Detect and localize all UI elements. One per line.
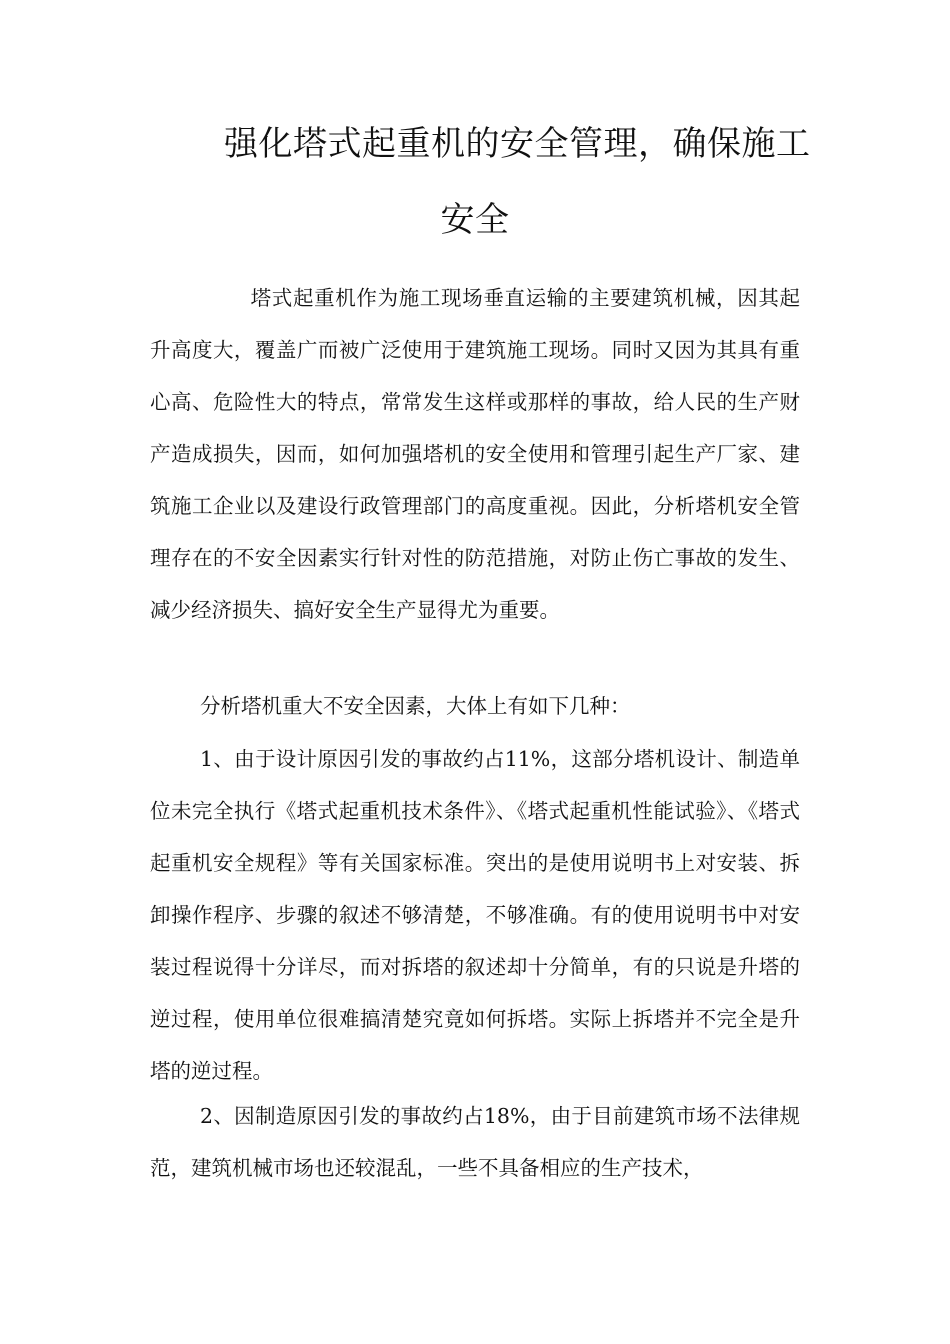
document-title-line-2: 安全 [440,200,510,240]
paragraph-manufacturing-causes: 2、因制造原因引发的事故约占18%，由于目前建筑市场不法律规范，建筑机械市场也还较混乱，一些不具备相应的生产技术， [150,1104,800,1180]
paragraph-intro [150,272,800,636]
document-title-line-1: 强化塔式起重机的安全管理，确保施工 [224,124,811,164]
paragraph-intro-text: 塔式起重机作为施工现场垂直运输的主要建筑机械，因其起升高度大，覆盖广而被广泛使用于建筑施工现场。同时又因为其具有重心高、危险性大的特点，常常发生这样或那样的事故，给人民的生产财产造成损失，因而，如何加强塔机的安全使用和管理引起生产厂家、建筑施工企业以及建设行政管理部门的高度重视。因此，分析塔机安全管理存在的不安全因素实行针对性的防范措施，对防止伤亡事故的发生、减少经济损失、搞好安全生产显得尤为重要。 [150,286,800,622]
paragraph-design-causes: 1、由于设计原因引发的事故约占11%，这部分塔机设计、制造单位未完全执行《塔式起重机技术条件》、《塔式起重机性能试验》、《塔式起重机安全规程》等有关国家标准。突出的是使用说明书上对安装、拆卸操作程序、步骤的叙述不够清楚，不够准确。有的使用说明书中对安装过程说得十分详尽，而对拆塔的叙述却十分简单，有的只说是升塔的逆过程，使用单位很难搞清楚究竟如何拆塔。实际上拆塔并不完全是升塔的逆过程。 [150,747,800,1083]
paragraph-analysis-heading: 分析塔机重大不安全因素，大体上有如下几种： [200,694,631,718]
